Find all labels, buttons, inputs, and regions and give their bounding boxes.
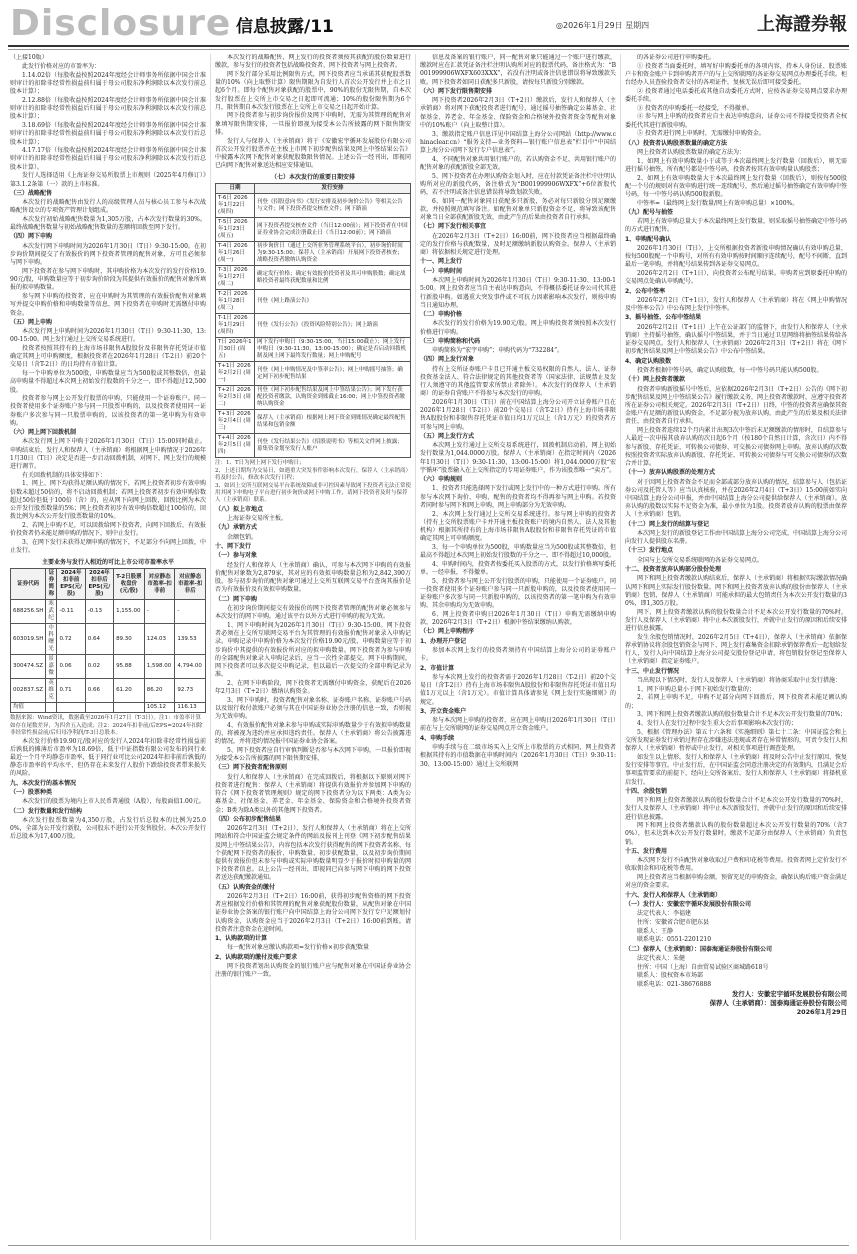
paragraph: 网上投资者认购股票数量的确定方法为： (637, 148, 746, 156)
section-heading: （五）网上申购 (10, 318, 53, 326)
table-cell: 英维克 (46, 679, 57, 703)
section-heading: （十三）发行地点 (625, 547, 674, 555)
table-cell: 1,155.00 (114, 600, 145, 624)
paragraph: 2、若网上申购不足，申购不足部分向网下回拨后，网下投资者未能足额认购的； (625, 694, 847, 710)
paragraph: 有关回拨机制的具体安排如下： (22, 471, 107, 479)
paragraph: 本次发行价格19.90元/股对应的发行人2024年扣除非经常性损益前后孰低的摊薄后市盈率为18.69倍，低于中证指数有限公司发布的同行业最近一个月平均静态市盈率，低于同行业可比公司2024年扣非前后孰低的静态市盈率的平均水平，但仍存在未来发行人股价下跌给投资者带来损失的风险。 (10, 737, 206, 778)
paragraph: 当出现以下情况时，发行人及保荐人（主承销商）将协商采取中止发行措施： (637, 677, 842, 685)
table-cell: 刊登《网下初步配售结果及网上中签结果公告》；网下发行获配投资者缴款，认购资金到账截止16:00；网上中签投资者缴纳认购资金 (255, 386, 411, 410)
table-cell: 139.53 (175, 624, 206, 655)
masthead (0, 0, 857, 44)
column-3 (420, 54, 616, 1240)
table-row (11, 679, 206, 703)
section-heading: （十一）放弃认购股票的处理方式 (625, 469, 716, 477)
paragraph: 4.17.17倍（每股收益按照2024年度经会计师事务所依据中国会计准则审计的扣除非经常性损益后归属于母公司股东净利润除以本次发行后总股本计算）。 (10, 147, 206, 171)
column-4 (625, 54, 847, 1240)
paragraph: 持有上交所证券账户卡且已开通主板交易权限的自然人、法人、证券投资基金法人、符合法律规定的其他投资者等（国家法律、法规禁止及发行人须遵守的其他监管要求所禁止者除外）。本次发行的保荐人（主承销商）的证券自营账户不得参与本次发行的申购。 (420, 365, 616, 398)
paragraph: 本次网上发行的新股登记工作由中国结算上海分公司完成，中国结算上海分公司向发行人提供股东名册。 (625, 530, 847, 546)
section-heading: 十五、发行费用 (625, 847, 668, 855)
paragraph: 2026年2月3日（T+2日）16:00前，获得初步配售资格的网下投资者应根据发行价格和其管理的配售对象获配股份数量，从配售对象在中国证券业协会备案的银行账户向中国结算上海分公司网下发行专户足额划付认购资金，认购资金应当于2026年2月3日（T+2日）16:00前到账。请投资者注意资金在途时间。 (215, 893, 411, 933)
newspaper-logo: 上海證券報 (757, 14, 847, 35)
paragraph: 4、申购时间内，投资者按委托买入股票的方式，以发行价格填写委托单。一经申报，不得撤单。 (420, 560, 616, 577)
paragraph: 本次发行股票数量为4,350万股，占发行后总股本的比例为25.00%，全部为公开发行新股，公司股东不进行公开发售股份。本次公开发行后总股本为17,400万股。 (10, 816, 206, 841)
table-cell: 初步询价日（通过上交所业务管理系统平台），初步询价时间为9:30-15:00；保荐人（主承销商）开展网下投资者核查；战略投资者缴纳认购资金 (255, 242, 411, 266)
table-row (11, 655, 206, 679)
paragraph: 6、网上投资者申购日2026年1月30日（T日）申购无需缴纳申购款，2026年2月3日（T+2日）根据中签结果缴纳认购款。 (420, 611, 616, 627)
section-heading: （一）参与对象 (215, 552, 258, 560)
paragraph: 的各证券公司进行申购委托。 (637, 54, 716, 61)
paragraph: 在初步询价期间提交有效报价的网下投资者管理的配售对象必须参与本次发行的网下申购，通过该平台以外方式进行申购的视为无效。 (215, 605, 411, 621)
table-cell: T-1日 2026年1月29日 (周四) (216, 314, 255, 338)
header-rule (8, 45, 849, 47)
column-header: 证券简称 (46, 569, 57, 600)
table-cell: 95.88 (114, 655, 145, 679)
table-row (216, 386, 411, 410)
paragraph: 投资者根据中签号码，确定认购股数，每一中签号码只能认购500股。 (637, 367, 823, 375)
table-cell: T-4日 2026年1月26日 (周一) (216, 242, 255, 266)
table-cell: 603019.SH (11, 624, 46, 655)
paragraph: 住所：安徽省合肥市肥东县 (637, 919, 710, 927)
paragraph: 每一个申购单位为500股，申购数量应当为500股或其整数倍，但最高申购量不得超过本次网上初始发行股数的千分之一，即不得超过12,500股。 (10, 370, 206, 394)
continued-note: （上接10版） (10, 54, 48, 61)
section-heading: （十二）网上发行的结算与登记 (625, 520, 710, 528)
table-row (11, 703, 206, 713)
schedule-note: 2、上述日期均为交易日，如遇重大突发事件影响本次发行，保荐人（主承销商）将及时公告，修改本次发行日程； (215, 467, 411, 482)
table-row (216, 338, 411, 362)
paragraph: 5、投资者参与网上公开发行股票的申购，只能使用一个证券账户。同一投资者使用多个证券账户参与同一只新股申购的，以及投资者使用同一证券账户多次参与同一只新股申购的，以该投资者的第一笔申购为有效申购，其余申购均为无效申购。 (420, 577, 616, 610)
table-cell: 61.20 (114, 679, 145, 703)
column-header: 证券代码 (11, 569, 46, 600)
dateline: ◎2026年1月29日 星期四 (556, 21, 650, 30)
comparable-companies-table (10, 568, 206, 713)
paragraph: 1.14.02倍（每股收益按照2024年度经会计师事务所依据中国会计准则审计的扣除非经常性损益前归属于母公司股东净利润除以本次发行前总股本计算）； (10, 71, 206, 96)
paragraph: 网上投资者连续12个月内累计出现3次中签后未足额缴款的情形时，自结算参与人最近一次申报其放弃认购的次日起6个月（按180个自然日计算，含次日）内不得参与新股、存托凭证、可转换公司债券、可交换公司债券网上申购。放弃认购的次数按照投资者实际放弃认购新股、存托凭证、可转换公司债券与可交换公司债券的次数合并计算。 (625, 427, 847, 467)
table-header-row (216, 184, 411, 194)
column-1 (10, 54, 206, 1240)
paragraph: 本次发行初始战略配售数量为1,305万股，占本次发行数量的30%。最终战略配售数量与初始战略配售数量的差额将回拨至网下发行。 (10, 216, 206, 232)
table-cell: T-2日 2026年1月28日 (周三) (216, 290, 255, 314)
section-heading: （二）发行数量和发行结构 (10, 807, 83, 815)
section-brand: Disclosure (10, 3, 232, 44)
section-heading: （八）投资者认购股票数量的确定方法 (625, 139, 728, 147)
paragraph: 3、网下和网上投资者缴款认购的股份数量合计不足本次公开发行数量的70%； (637, 711, 847, 719)
paragraph: 本次网上发行通过上交所交易系统进行，回拨机制启动前，网上初始发行数量为1,044.0000万股。保荐人（主承销商）在指定时间内（2026年1月30日（T日）9:30-11:30，13:00-15:00）将1,044.0000万股“宏宇循环”股票输入在上交所指定的专用证券账户，作为该股票唯一“卖方”。 (420, 442, 616, 474)
paragraph: 3、在网下发行未获得足额申购的情况下，不足部分不向网上回拨，中止发行。 (10, 538, 206, 555)
column-2-text (215, 54, 411, 170)
paragraph: 投资者参与网上公开发行股票的申购，只能使用一个证券账户。同一投资者使用多个证券账户参与同一只股票申购的，以及投资者使用同一证券账户多次参与同一只股票申购的，以该投资者的第一笔申购为有效申购。 (10, 395, 206, 427)
header-rule-thin (8, 49, 849, 50)
table-row (216, 362, 411, 386)
signature-block (625, 990, 847, 1017)
paragraph: 此发行价格对应的市盈率为： (22, 63, 101, 71)
paragraph: 2、若网上申购不足，可以回拨给网下投资者，向网下回拨后，有效报价投资者仍未能足额申购的情况下，则中止发行。 (10, 521, 206, 538)
paragraph: 申购简称为“宏宇申购”；申购代码为“732284”。 (432, 347, 564, 355)
table-cell: T-5日 2026年1月23日 (周五) (216, 218, 255, 242)
section-heading: （七）网下发行相关事宜 (420, 223, 487, 231)
paragraph: 投资者申购新股摇号中签后，应依据2026年2月3日（T+2日）公告的《网下初步配售结果及网上中签结果公告》履行缴款义务，网上投资者缴款时，应遵守投资者所在证券公司相关规定。2026年2月3日（T+2日）日终，中签的投资者应确保其资金账户有足额的新股认购资金，不足部分视为放弃认购，由此产生的后果及相关法律责任，由投资者自行承担。 (625, 385, 847, 426)
section-heading: （八）拟上市地点 (215, 505, 264, 513)
table-cell: T+2日 2026年2月3日 (周二) (216, 386, 255, 410)
section-heading: （七）网上申购程序 (420, 628, 475, 636)
paragraph: 本次发行网下申购时间为2026年1月30日（T日）9:30-15:00。在初步询价期间提交了有效报价的网下投资者管理的配售对象，方可且必须参与网下申购。 (10, 242, 206, 267)
paragraph: 2.12.88倍（每股收益按照2024年度经会计师事务所依据中国会计准则审计的扣除非经常性损益后归属于母公司股东净利润除以本次发行前总股本计算）； (10, 97, 206, 121)
table-row (216, 290, 411, 314)
paragraph: 本次发行的战略配售，网上发行的投资者须按其获配的股份数量进行缴款，参与发行的投资者包括战略投资者、网下投资者与网上投资者。 (215, 54, 411, 70)
paragraph: ⑤ 投资者进行网上申购时，无需缴付申购资金。 (637, 130, 765, 138)
column-3-text (420, 54, 616, 769)
table-cell: 92.73 (175, 679, 206, 703)
table-cell: 0.72 (57, 624, 85, 655)
table-row (216, 314, 411, 338)
signature-line: 保荐人（主承销商）：国泰海通证券股份有限公司 (709, 998, 847, 1007)
table-cell: 105.12 (144, 703, 175, 713)
paragraph: 2026年1月30日（T日），上交所根据投资者新股申购情况确认有效申购总量，按每500股配一个申购号，对所有有效申购按时间顺序连续配号，配号不间断，直到最后一笔申购，并将配号结果传到各证券交易网点。 (625, 245, 847, 269)
section-heading: 十三、中止发行情况 (625, 667, 680, 675)
section-heading: 1、申购配号确认 (625, 235, 672, 243)
table-cell: 寒武纪 (46, 600, 57, 624)
table-row (11, 624, 206, 655)
table-cell: -0.13 (85, 600, 113, 624)
paragraph: 余额包销。 (227, 533, 258, 541)
table-cell: 0.66 (85, 679, 113, 703)
section-heading: （一）申购时间 (420, 267, 463, 275)
paragraph: 2026年2月3日（T+2日），发行人和保荐人（主承销商）将在上交所网站和符合中国证监会规定条件的网站及报刊上刊登《网下初步配售结果及网上中签结果公告》，内容包括本次发行获得配售的网下投资者名称、每个获配网下投资者的报价、申购数量、初步获配数量，以及初步询价期间提供有效报价但未参与申购或实际申购数量明显少于报价时拟申购量的网下投资者信息。以上公告一经刊出，即视同已向参与网下申购的网下投资者送达获配缴款通知。 (215, 825, 411, 882)
paragraph: 1、网下申购时间为2026年1月30日（T日）9:30-15:00。网下投资者必须在上交所互联网交易平台为其管理的有效报价配售对象录入申购记录。申购记录中申购价格为本次发行价格19.90元/股，申购数量应等于初步询价中其提供的有效报价所对应的拟申购数量。网下投资者为参与申购的全部配售对象录入申购记录后，应当一次性全部提交。网下申购期间，网下投资者可以多次提交申购记录，但以最后一次提交的全部申购记录为准。 (215, 621, 411, 679)
paragraph: 投资者按照其持有的上海市场非限售A股股份及非限售存托凭证市值确定其网上可申购额度，根据投资者在2026年1月28日（T-2日）前20个交易日（含T-2日）的日均持有市值计算。 (10, 345, 206, 369)
page-title: 信息披露/11 (236, 17, 334, 37)
table-row (216, 242, 411, 266)
paragraph: 1、如网上有效申购数量小于或等于本次最终网上发行数量（回拨后），则无需进行摇号抽签，所有配号都是中签号码，投资者按其有效申购量认购股票； (625, 157, 847, 173)
table-cell (46, 703, 57, 713)
section-heading: （六）网下发行限售期安排 (420, 87, 493, 95)
table-cell: T+3日 2026年2月4日 (周三) (216, 410, 255, 434)
section-heading: （三）申购简称和代码 (420, 337, 481, 345)
paragraph: ① 投资者当面委托时，填写好申购委托单的各项内容，持本人身份证、股票账户卡和资金账户卡到申购者开户的与上交所联网的各证券交易网点办理委托手续。柜台经办人员查验投资者交付的各项证件，复核无误后即可接受委托。 (625, 62, 847, 87)
table-cell: 确定发行价格；确定有效报价投资者及其可申购股数；确定战略投资者最终获配数量和比例 (255, 266, 411, 290)
table-cell: 688256.SH (11, 600, 46, 624)
paragraph: 网下和网上投资者缴款认购的股份数量超过本次公开发行数量的70%（含70%），但未达到本次公开发行数量时，缴款不足部分由保荐人（主承销商）负责包销。 (625, 822, 847, 846)
table-row (216, 194, 411, 218)
table-cell: 002837.SZ (11, 679, 46, 703)
section-heading: 十六、发行人和保荐人（主承销商） (625, 891, 722, 899)
paragraph: 发行人与保荐人（主承销商）将于《安徽宏宇循环发展股份有限公司首次公开发行股票并在主板上市网下初步配售结果及网上中签结果公告》中披露本次网下配售对象获配股数限售情况。上述公告一经刊出，即视同已向网下配售对象送达相应安排通知。 (215, 137, 411, 170)
table-cell: 刊登《发行结果公告》《招股说明书》等相关文件网上披露；募集资金划至发行人账户 (255, 434, 411, 458)
section-heading: 4、确定认购股数 (625, 357, 672, 365)
paragraph: 网下、网上投资者缴款认购的股份数量合计不足本次公开发行数量的70%时，发行人及保荐人（主承销商）将中止本次新股发行，并就中止发行的原因和后续安排进行信息披露。 (625, 608, 847, 633)
paragraph: 2026年2月2日（T+1日）上午在公证部门的监督下，由发行人和保荐人（主承销商）主持摇号抽签，确认摇号中签结果，并于当日通过卫星网络将抽签结果传给各证券交易网点。发行人和保荐人（主承销商）2026年2月3日（T+2日）将在《网下初步配售结果及网上中签结果公告》中公布中签结果。 (625, 323, 847, 356)
section-heading: 十四、余股包销 (625, 787, 668, 795)
paragraph: 对于因网上投资者资金不足而全部或部分放弃认购的情况，结算参与人（包括证券公司及托管人等）应当认真核验，并在2026年2月4日（T+3日）15:00前如实向中国结算上海分公司申报，并由中国结算上海分公司提供给保荐人（主承销商）。放弃认购的股数以实际不足资金为准，最小单位为1股。投资者放弃认购的股票由保荐人（主承销商）包销。 (625, 478, 847, 519)
paragraph: 网下和网上投资者缴款认购的股份数量合计不足本次公开发行数量的70%时，发行人及保荐人（主承销商）将中止本次新股发行，并就中止发行的原因和后续安排进行信息披露。 (625, 797, 847, 821)
section-heading: 十一、网上发行 (420, 258, 463, 266)
table-cell: 网下发行申购日（9:30-15:00，当日15:00截止）；网上发行申购日（9:30-11:30，13:00-15:00）；确定是否启动回拨机制及网上网下最终发行数量；网上申购配号 (255, 338, 411, 362)
table-row (216, 434, 411, 458)
paragraph: 参与本次网上发行的投资者需于2026年1月28日（T-2日）前20个交易日（含T-2日）持有上海市场非限售A股股份和非限售存托凭证市值日均值1万元以上（含1万元）。市值计算具体请参见《网上发行实施细则》的规定。 (420, 674, 616, 706)
table-cell: 刊登《网上申购情况及中签率公告》；网上申购摇号抽签；确定网下初步配售结果 (255, 362, 411, 386)
paragraph: 参与网下申购的投资者，应在申购时为其管理的有效报价配售对象填写并提交申购价格和申购数量等信息，网下投资者在申购时无需缴付申购资金。 (10, 293, 206, 317)
footer-rule (8, 1245, 849, 1246)
section-heading: （九）配号与抽签 (625, 208, 674, 216)
section-heading: （四）网上发行对象 (420, 356, 475, 364)
table-cell: 4,794.00 (175, 655, 206, 679)
table-cell: 89.30 (114, 624, 145, 655)
table-cell: - (175, 600, 206, 624)
paragraph: 发生余股包销情况时，2026年2月5日（T+4日），保荐人（主承销商）依据保荐承销协议将余股包销资金与网下、网上发行募集资金扣除承销保荐费后一起划给发行人，发行人向中国结算上海分公司提交股份登记申请，将包销股份登记至保荐人（主承销商）指定证券账户。 (625, 633, 847, 666)
table-cell: 0.71 (57, 679, 85, 703)
paragraph: 1、投资者只能选择网下发行或网上发行中的一种方式进行申购。所有参与本次网下询价、申购、配售的投资者均不得再参与网上申购。若投资者同时参与网下和网上申购，网上申购部分为无效申购。 (420, 485, 616, 509)
table-cell: T+4日 2026年2月5日 (周四) (216, 434, 255, 458)
paragraph: 本次发行的战略配售由发行人的高级管理人员与核心员工参与本次战略配售设立的专项资产管理计划组成。 (10, 199, 206, 215)
column-header: T-2日股票收盘价(元/股) (114, 569, 145, 600)
paragraph: 网上投资者应当根据申购金额，预留充足的申购资金，确保认购后账户资金满足对应的资金要求。 (625, 874, 847, 890)
column-header: 对应静态市盈率-扣非后 (175, 569, 206, 600)
section-heading: （四）公布初步配售结果 (215, 815, 282, 823)
table-cell: 116.13 (175, 703, 206, 713)
section-heading: （四）网下申购 (10, 233, 53, 241)
paragraph: 3、网下申购时，投资者配售对象名称、证券账户名称、证券账户号码以及银行收付款账户必须与其在中国证券业协会注册的信息一致，否则视为无效申购。 (215, 696, 411, 721)
section-heading: （六）网上网下回拨机制 (10, 429, 77, 437)
table-cell: -0.11 (57, 600, 85, 624)
section-heading: 九、本次发行的基本情况 (10, 779, 77, 787)
paragraph: 6、如同一配售对象同日获配多只新股，务必对每只新股分别足额缴款，并按照规范填写备注。如配售对象单只新股资金不足，将导致该配售对象当日全部获配新股无效，由此产生的后果由投资者自行承担。 (420, 197, 616, 222)
table-cell: 刊登《网上路演公告》 (255, 290, 411, 314)
paragraph: 3、每一个申购单位为500股，申购数量应当为500股或其整数倍，但最高不得超过本次网上初始发行股数的千分之一，即不得超过10,000股。 (420, 543, 616, 560)
column-header: 2024年扣非后EPS(元/股) (85, 569, 113, 600)
paragraph: 5、网下投资者在办理认购资金划入时，应在付款凭证备注栏中注明认购所对应的新股代码，备注格式为“B001999906WXFX”+6位新股代码，若不注明或备注信息错误将导致划款失败。 (420, 172, 616, 196)
schedule-notes (215, 460, 411, 504)
paragraph: 参与本次网上申购的投资者，应在网上申购日2026年1月30日（T日）前在与上交所联网的证券交易网点开立资金账户。 (420, 717, 616, 733)
paragraph: 联系人：股权资本市场部 (637, 972, 704, 980)
paragraph: 5、网下投资者应自行审慎判断是否参与本次网下申购，一旦报价即视为接受本公告所披露的网下限售期安排。 (215, 746, 411, 763)
paragraph: 全国与上交所交易系统联网的各证券交易网点。 (637, 556, 764, 564)
table-cell: 0.06 (57, 655, 85, 679)
section-heading: （五）认购资金的缴付 (215, 883, 276, 891)
paragraph: 2、在网下申购阶段，网下投资者无需缴付申购资金，获配后在2026年2月3日（T+2日）缴纳认购资金。 (215, 679, 411, 696)
paragraph: 网下投资者在参与网下申购时，其申购价格为本次发行的发行价格19.90元/股，申购数量应等于初步询价阶段为其提供有效报价的配售对象所填报的拟申购数量。 (10, 267, 206, 292)
column-1-text (10, 63, 206, 555)
schedule-table (215, 183, 411, 458)
paragraph: 本次发行的股票为境内上市人民币普通股（A股），每股面值1.00元。 (22, 798, 205, 806)
table-cell: 1,598.00 (144, 655, 175, 679)
column-header: 发行安排 (255, 184, 411, 194)
paragraph: 联系电话：021-38676888 (637, 981, 712, 989)
paragraph: 4、不同配售对象共用银行账户的，若认购资金不足，共用银行账户的配售对象的获配新股全部无效。 (420, 155, 616, 171)
section-heading: 3、开立资金账户 (420, 707, 467, 715)
table-cell (114, 703, 145, 713)
table-cell: T+1日 2026年2月2日 (周一) (216, 362, 255, 386)
section-heading: （一）发行人：安徽宏宇循环发展股份有限公司 (625, 900, 752, 908)
section-heading: （二）申购价格 (420, 310, 463, 318)
paragraph: ④ 参与网上申购的投资者应自主表达申购意向，证券公司不得接受投资者全权委托代其进行新股申购。 (625, 113, 847, 129)
table-note: 数据来源：Wind资讯，数据截至2026年1月27日（T-3日）。注1：市盈率计算如存在尾数差异，为四舍五入造成；注2：2024年扣非前/后EPS=2024年扣除非经常性损益前/后归母净利润/T-3日总股本。 (10, 715, 203, 737)
schedule-note: 注：1、T日为网上网下发行申购日； (215, 460, 305, 467)
paragraph: 若网上有效申购总量大于本次最终网上发行数量，则采取摇号抽签确定中签号码的方式进行配售。 (625, 218, 847, 234)
paragraph: 中签率=（最终网上发行数量/网上有效申购总量）×100%。 (637, 199, 799, 207)
table-row (216, 410, 411, 434)
schedule-note: 3、如因上交所互联网交易平台系统故障或非可控因素导致网下投资者无法正常使用其网下申购电子平台进行初步询价或网下申购工作，请网下投资者及时与保荐人（主承销商）联系。 (215, 482, 411, 504)
table-cell: - (144, 600, 175, 624)
table-cell (57, 703, 85, 713)
table-cell: 300474.SZ (11, 655, 46, 679)
table-cell: 0.02 (85, 655, 113, 679)
section-heading: 十二、投资者放弃认购部分股份处理 (625, 566, 722, 574)
section-heading: （六）申购规则 (420, 476, 463, 484)
paragraph: 4、有效报价配售对象未参与申购或实际申购数量少于有效拟申购数量的，将被视为违约并应承担违约责任。保荐人（主承销商）将公告披露违约情况，并将违约情况报中国证券业协会备案。 (215, 721, 411, 746)
column-header: 对应静态市盈率-扣非前 (144, 569, 175, 600)
table-cell: 均值 (11, 703, 46, 713)
paragraph: 5、根据《管理办法》第五十六条和《实施细则》第七十二条：中国证监会和上交所发现证券发行承销过程存在涉嫌违法违规或者存在异常情形的，可责令发行人和保荐人（主承销商）暂停或中止发行，对相关事项进行调查处理。 (625, 728, 847, 753)
section-heading: （九）承销方式 (215, 524, 258, 532)
section-heading: （三）网下投资者配售原则 (215, 764, 288, 772)
section-heading: 3、摇号抽签、公布中签结果 (625, 314, 702, 322)
paragraph: 2026年1月30日（T日）前在中国结算上海分公司开立证券账户且在2026年1月28日（T-2日）前20个交易日（含T-2日）持有上海市场非限售A股股份和非限售存托凭证市值日均1万元以上（含1万元）的投资者方可参与网上申购。 (420, 399, 616, 431)
signature-line: 2026年1月29日 (796, 1007, 847, 1016)
column-divider (210, 54, 211, 1240)
table-cell: 86.20 (144, 679, 175, 703)
section-heading: （五）网上发行方式 (420, 432, 475, 440)
table-cell: 124.03 (144, 624, 175, 655)
paragraph: 2026年2月2日（T+1日），发行人和保荐人（主承销商）将在《网上申购情况及中签率公告》中公布网上发行中签率。 (625, 297, 847, 313)
paragraph: 网下投资者2026年2月3日（T+2日）缴款后，发行人和保荐人（主承销商）将对网下获配投资者进行配号，通过摇号抽签确定公募基金、社保基金、养老金、年金基金、保险资金和合格境外投资者资金等配售对象中的10%账户（向上取整计算）。 (420, 97, 616, 129)
paragraph: 法定代表人：朱健 (637, 955, 686, 963)
paragraph: 本次发行网上网下申购于2026年1月30日（T日）15:00同时截止。申购结束后，发行人和保荐人（主承销商）将根据网上申购情况于2026年1月30日（T日）决定是否进一步启动回拨机制，对网下、网上发行的规模进行调节。 (10, 438, 206, 471)
paragraph: 本次发行网上申购时间为2026年1月30日（T日）9:30-11:30，13:00-15:00。网上发行通过上交所交易系统进行。 (10, 328, 206, 344)
section-heading: 2、公布中签率 (625, 287, 666, 295)
paragraph: ③ 投资者的申购委托一经接受，不得撤单。 (637, 104, 753, 112)
table-cell: 保荐人（主承销商）根据网上网下资金到账情况确定最终配售结果和包销金额 (255, 410, 411, 434)
paragraph: 3、缴款指定账户信息详见中国结算上海分公司网站（http://www.chinaclear.cn）“服务支持—业务资料—银行账户信息表”栏目中“中国结算上海分公司网下发行专户信息表”。 (420, 130, 616, 154)
paragraph: 2026年2月2日（T+1日），向投资者公布配号结果。申购者应到原委托申购的交易网点处确认申购配号。 (625, 270, 847, 286)
table-cell: 景嘉微 (46, 655, 57, 679)
paragraph: 在2026年2月3日（T+2日）16:00前，网下投资者应当根据最终确定的发行价格与获配数量，及时足额缴纳新股认购资金。保荐人（主承销商）将依据相关规定进行处理。 (420, 232, 616, 257)
column-divider (620, 54, 621, 1240)
paragraph: 本次网下发行不向配售对象收取过户费和印花税等费用。投资者网上定价发行不收取佣金和印花税等费用。 (625, 857, 847, 873)
paragraph: 本次网上申购时间为2026年1月30日（T日）9:30-11:30、13:00-15:00。网上投资者应当自主表达申购意向，不得概括委托证券公司代其进行新股申购。如遇重大突发事件或不可抗力因素影响本次发行，则按申购当日通知办理。 (420, 277, 616, 309)
table-row (11, 600, 206, 624)
paragraph: 法定代表人：李福建 (637, 910, 692, 918)
paragraph: 网下投资者划出认购资金的银行账户应与配售对象在中国证券业协会注册的银行账户一致。 (215, 963, 411, 979)
paragraph: 上海证券交易所主板。 (227, 515, 288, 523)
paragraph: 4、发行人在发行过程中发生重大会后事项影响本次发行的； (637, 720, 797, 728)
section-heading: 2、市值计算 (420, 664, 455, 672)
paragraph: 1、网下申购总量小于网下初始发行数量的； (637, 685, 755, 693)
section-heading: （十）网上投资者缴款 (625, 376, 686, 384)
section-heading: （二）网下申购 (215, 595, 258, 603)
table-cell: T-3日 2026年1月27日 (周二) (216, 266, 255, 290)
table-cell: 网下投资者提交核查文件（当日12:00前）；网下投资者在中国证券业协会完成注册截止日（当日12:00前）；网下路演 (255, 218, 411, 242)
column-4-text (625, 54, 847, 989)
section-heading: 十、网下发行 (215, 543, 252, 550)
paragraph: 网下发行部分采用比例限售方式，网下投资者应当承诺其获配股票数量的10%（向上取整计算）限售期限为自发行人首次公开发行并上市之日起6个月。即每个配售对象获配的股票中，90%的股份无限售期，自本次发行股票在上交所上市交易之日起即可流通；10%的股份限售期为6个月，限售期自本次发行股票在上交所上市交易之日起开始计算。 (215, 70, 411, 111)
section-heading: 1、办理开户登记 (420, 637, 467, 645)
paragraph: 信息及备案的银行账户，同一配售对象只能通过一个账户进行缴款，缴款时应在汇款凭证备注栏注明认购所对应的股票代码，备注格式为：“B001999906WXFX603XXX”，若没有注明或备注信息错误将导致缴款失败。网下投资者如同日获配多只新股，请按每只新股分别缴款。 (420, 54, 616, 86)
table-cell (85, 703, 113, 713)
paragraph: 发行人和保荐人（主承销商）在完成回拨后，将根据以下原则对网下投资者进行配售：保荐人（主承销商）将提供有效报价并参加网下申购的符合《网下投资者管理规则》规定的网下投资者分为以下两类：A类为公募基金、社保基金、养老金、年金基金、保险资金和合格境外投资者资金；B类为除A类以外的其他网下投资者。 (215, 773, 411, 814)
schedule-title: （七）本次发行的重要日期安排 (270, 174, 355, 182)
section-heading: （二）保荐人（主承销商）：国泰海通证券股份有限公司 (625, 945, 773, 953)
table-header-row (11, 569, 206, 600)
paragraph: 网下和网上投资者缴款认购结束后，保荐人（主承销商）将根据实际缴款情况确认网下和网上实际发行股份数量。网下和网上投资者放弃认购的股份由保荐人（主承销商）包销，保荐人（主承销商）可能承担的最大包销责任为本次公开发行数量的30%，即1,305万股。 (625, 575, 847, 608)
paragraph: 2、如网上有效申购数量大于本次最终网上发行数量（回拨后），则按每500股配一个号的规则对有效申购进行统一连续配号，然后通过摇号抽签确定有效申购中签号码，每一中签号码认购500股新股。 (625, 174, 847, 198)
paragraph: 本次发行的发行价格为19.90元/股。网上申购投资者须按照本次发行价格进行申购。 (420, 320, 616, 336)
section-heading: 2、认购款项的缴付及账户要求 (215, 953, 298, 961)
paragraph: 1、网上、网下均获得足额认购的情况下，若网上投资者初步有效申购倍数未超过50倍的，将不启动回拨机制；若网上投资者初步有效申购倍数超过50倍但低于100倍（含）的，应从网下向网上回拨，回拨比例为本次公开发行股票数量的5%；网上投资者初步有效申购倍数超过100倍的，回拨比例为本次公开发行股票数量的10%。 (10, 480, 206, 521)
table-cell: T-6日 2026年1月22日 (周四) (216, 194, 255, 218)
comparable-table-title: 主要业务与发行人相近的可比上市公司市盈率水平 (41, 559, 174, 567)
table-cell: 0.64 (85, 624, 113, 655)
section-heading: （三）战略配售 (10, 189, 53, 197)
section-heading: （一）股票种类 (10, 788, 53, 796)
paragraph: 如发生以上情形，发行人和保荐人（主承销商）将及时公告中止发行原因、恢复发行安排等事宜。中止发行后，在中国证监会同意注册决定的有效期内，且满足会后事项监管要求的前提下，经向上交所备案后，发行人和保荐人（主承销商）将择机重启发行。 (625, 753, 847, 786)
paragraph: 联系电话：0551-2201210 (637, 936, 712, 944)
paragraph: 每一配售对象应缴认购款项=发行价格×初步获配数量 (227, 944, 370, 952)
table-row (216, 218, 411, 242)
section-heading: 1、认购款项的计算 (215, 935, 268, 943)
paragraph: 联系人：王静 (637, 927, 674, 935)
table-cell: 中科曙光 (46, 624, 57, 655)
table-cell: 刊登《招股意向书》《发行安排及初步询价公告》等相关公告与文件；网下投资者提交核查文件；网下路演 (255, 194, 411, 218)
paragraph: 经发行人和保荐人（主承销商）确认，可参与本次网下申购的有效报价配售对象数为2,879家，其对应的有效拟申购数量总和为2,842,390万股。参与初步询价的配售对象可通过上交所互联网交易平台查询其报价是否为有效报价及有效拟申购数量。 (215, 561, 411, 594)
column-2-text-after-table (215, 506, 411, 980)
paragraph: 2、本次网上发行通过上交所交易系统进行。参与网上申购的投资者（持有上交所股票账户卡并开通主板投资账户的境内自然人、法人及其他机构）根据其所持有的上海市场非限售A股股份和非限售存托凭证的市值确定其网上可申购额度。 (420, 510, 616, 543)
paragraph: 申购手续与在二级市场买入上交所上市股票的方式相同，网上投资者根据其持有的市值数据在申购时间内（2026年1月30日（T日）9:30-11:30、13:00-15:00）通过上交所联网 (420, 744, 616, 768)
section-heading: 4、申购手续 (420, 734, 455, 742)
paragraph: ② 投资者通过电话委托或其他自动委托方式时，应按各证券交易网点要求办理委托手续。 (625, 87, 847, 104)
paragraph: 3.18.69倍（每股收益按照2024年度经会计师事务所依据中国会计准则审计的扣除非经常性损益前归属于母公司股东净利润除以本次发行后总股本计算）； (10, 122, 206, 146)
table-cell: 刊登《发行公告》《投资风险特别公告》；网上路演 (255, 314, 411, 338)
table-row (216, 266, 411, 290)
column-header: 2024年扣非前EPS(元/股) (57, 569, 85, 600)
paragraph: 参加本次网上发行的投资者须持有中国结算上海分公司的证券账户卡。 (420, 647, 616, 663)
column-header: 日期 (216, 184, 255, 194)
paragraph: 网下投资者参与初步询价报价及网下申购时，无需为其管理的配售对象填写限售期安排，一旦报价即视为接受本公告所披露的网下限售期安排。 (215, 112, 411, 136)
table-cell: T日 2026年1月30日 (周五) (216, 338, 255, 362)
column-2 (215, 54, 411, 1240)
column-1-text-after-table (10, 738, 206, 842)
column-divider (415, 54, 416, 1240)
paragraph: 住所：中国（上海）自由贸易试验区商城路618号 (637, 963, 769, 971)
paragraph: 发行人选择适用《上海证券交易所股票上市规则（2025年4月修订）》第3.1.2条第（一）款的上市标准。 (10, 172, 206, 188)
signature-line: 发行人：安徽宏宇循环发展股份有限公司 (731, 989, 847, 998)
